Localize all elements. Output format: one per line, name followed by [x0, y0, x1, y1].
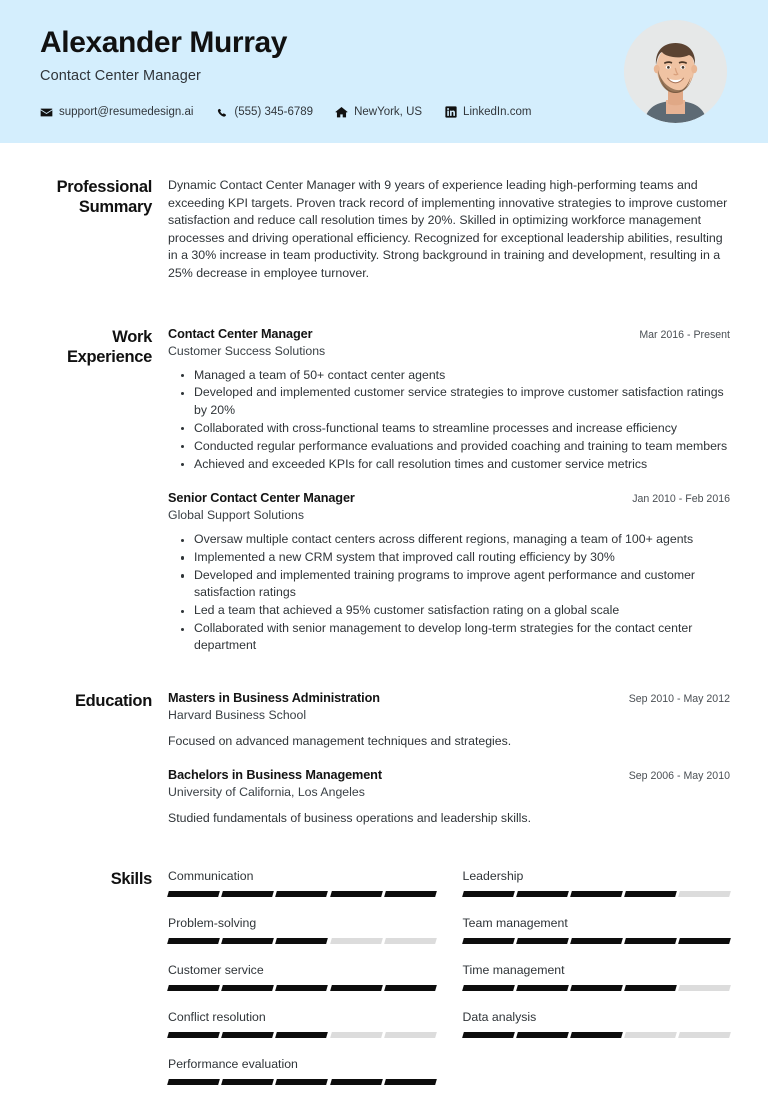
list-item: Developed and implemented customer service strategies to improve customer satisfaction ratings by 20% — [181, 384, 730, 419]
skill-rating-segment — [384, 891, 436, 897]
skill-rating-segment — [221, 938, 273, 944]
contact-row — [40, 106, 728, 119]
skill-rating-segment — [384, 938, 436, 944]
skill-rating-segment — [462, 985, 514, 991]
skill-name: Data analysis — [462, 1010, 537, 1025]
list-item: Led a team that achieved a 95% customer satisfaction rating on a global scale — [181, 602, 730, 619]
list-item: Developed and implemented training programs to improve agent performance and customer satisfaction ratings — [181, 567, 730, 602]
skill-rating-segment — [678, 1032, 730, 1038]
skill-item — [463, 963, 731, 1010]
skill-item — [168, 963, 436, 1010]
skill-item — [463, 869, 731, 916]
skill-rating-segment — [462, 1032, 514, 1038]
summary-body — [168, 177, 730, 283]
education-entry-head — [168, 768, 730, 782]
skill-rating-segment — [276, 985, 328, 991]
list-item: Oversaw multiple contact centers across different regions, managing a team of 100+ agents — [181, 531, 730, 548]
work-entry-bullets — [168, 367, 730, 473]
work-entry-bullets — [168, 531, 730, 655]
work-entry-title: Senior Contact Center Manager — [168, 491, 355, 505]
contact-location-text: NewYork, US — [354, 106, 423, 118]
education-entry-title: Bachelors in Business Management — [168, 768, 382, 783]
contact-phone-text: (555) 345-6789 — [234, 106, 314, 118]
education-entry — [168, 768, 730, 827]
contact-phone[interactable] — [215, 106, 313, 119]
skill-name: Customer service — [168, 963, 264, 978]
skills-grid — [168, 869, 730, 1104]
skill-rating-segment — [384, 1032, 436, 1038]
list-item: Managed a team of 50+ contact center agents — [181, 367, 730, 384]
skill-rating-segment — [384, 985, 436, 991]
skill-rating-segment — [167, 891, 219, 897]
contact-email[interactable] — [40, 106, 193, 119]
skill-rating-bar — [168, 891, 436, 897]
skill-name: Performance evaluation — [168, 1057, 298, 1072]
skill-rating-segment — [330, 891, 382, 897]
skill-rating-segment — [221, 891, 273, 897]
work-entry-date: Mar 2016 - Present — [639, 328, 730, 341]
section-label-summary: Professional Summary — [56, 178, 152, 217]
skill-rating-segment — [570, 938, 622, 944]
skill-rating-segment — [276, 938, 328, 944]
email-icon — [40, 106, 53, 119]
education-entry-date: Sep 2006 - May 2010 — [628, 770, 730, 783]
skill-rating-segment — [330, 985, 382, 991]
contact-location[interactable] — [335, 106, 422, 119]
section-label-skills: Skills — [110, 870, 152, 889]
skill-name: Time management — [462, 963, 565, 978]
skills-body — [168, 869, 730, 1104]
skill-rating-segment — [330, 938, 382, 944]
skill-rating-bar — [168, 1079, 436, 1085]
skill-name: Leadership — [462, 869, 524, 884]
resume-body — [0, 143, 768, 1104]
skill-rating-segment — [678, 938, 730, 944]
skill-rating-bar — [168, 985, 436, 991]
skill-rating-segment — [570, 1032, 622, 1038]
education-entry-desc: Studied fundamentals of business operations and leadership skills. — [168, 811, 531, 826]
resume-header — [0, 0, 768, 143]
work-entry-date: Jan 2010 - Feb 2016 — [632, 493, 730, 505]
avatar — [624, 20, 727, 123]
section-label-work: Work Experience — [66, 327, 152, 366]
work-entry — [168, 491, 730, 655]
skill-rating-segment — [678, 891, 730, 897]
work-body — [168, 327, 730, 656]
summary-text: Dynamic Contact Center Manager with 9 years of experience leading high-performing teams and exceeding KPI targets. Proven track record of implementing innovative strategies to improve customer satisfaction and reduce call resolution times by 20%. Skilled in optimizing workforce management processes and driving operational efficiency. Recognized for exceptional leadership abilities, resulting in a 30% increase in team productivity. Strong background in training and development, resulting in a 25% decrease in employee turnover. — [168, 178, 728, 280]
skill-item — [168, 869, 436, 916]
skill-rating-segment — [678, 985, 730, 991]
skill-name: Conflict resolution — [168, 1010, 266, 1025]
skill-rating-segment — [330, 1032, 382, 1038]
list-item: Collaborated with senior management to develop long-term strategies for the contact center department — [181, 620, 730, 655]
list-item: Achieved and exceeded KPIs for call resolution times and customer service metrics — [181, 456, 730, 473]
skill-rating-segment — [516, 938, 568, 944]
candidate-name: Alexander Murray — [40, 26, 288, 59]
work-entry-title: Contact Center Manager — [168, 326, 313, 341]
education-entry-org: University of California, Los Angeles — [168, 785, 365, 800]
skill-rating-segment — [384, 1079, 436, 1085]
skill-rating-segment — [624, 938, 676, 944]
phone-icon — [215, 106, 228, 119]
skill-rating-segment — [221, 985, 273, 991]
contact-linkedin-text: LinkedIn.com — [463, 106, 532, 118]
home-icon — [335, 106, 348, 119]
section-professional-summary — [40, 143, 730, 283]
skill-rating-segment — [462, 938, 514, 944]
skill-name: Communication — [168, 869, 254, 884]
education-entry-head — [168, 691, 730, 705]
skill-rating-segment — [570, 891, 622, 897]
section-label-education: Education — [74, 692, 152, 711]
work-entry-org: Global Support Solutions — [168, 508, 305, 522]
education-entry-title: Masters in Business Administration — [168, 691, 380, 706]
skill-rating-segment — [330, 1079, 382, 1085]
education-body — [168, 691, 730, 827]
work-entry-head — [168, 327, 730, 341]
skill-rating-segment — [276, 1032, 328, 1038]
skill-item — [168, 1010, 436, 1057]
skill-rating-bar — [463, 985, 731, 991]
contact-linkedin[interactable] — [444, 106, 531, 119]
skill-name: Problem-solving — [168, 916, 257, 931]
skill-item — [463, 916, 731, 963]
skill-rating-segment — [167, 985, 219, 991]
skill-item — [168, 1057, 436, 1104]
work-entry — [168, 327, 730, 473]
linkedin-icon — [444, 106, 457, 119]
skill-rating-segment — [624, 985, 676, 991]
contact-email-text: support@resumedesign.ai — [59, 106, 194, 118]
skill-rating-segment — [516, 1032, 568, 1038]
skill-rating-segment — [167, 938, 219, 944]
skill-rating-bar — [463, 1032, 731, 1038]
work-entry-head — [168, 491, 730, 505]
avatar-illustration — [624, 20, 727, 123]
education-entry — [168, 691, 730, 750]
skill-item — [168, 916, 436, 963]
skill-rating-segment — [167, 1032, 219, 1038]
skill-rating-segment — [462, 891, 514, 897]
skill-rating-segment — [167, 1079, 219, 1085]
skill-rating-segment — [516, 985, 568, 991]
skill-rating-segment — [624, 891, 676, 897]
section-skills — [40, 827, 730, 1104]
skill-rating-segment — [276, 891, 328, 897]
skill-rating-segment — [276, 1079, 328, 1085]
skill-name: Team management — [462, 916, 568, 931]
skill-rating-bar — [168, 938, 436, 944]
list-item: Collaborated with cross-functional teams to streamline processes and increase efficiency — [181, 420, 730, 437]
education-entry-date: Sep 2010 - May 2012 — [628, 693, 730, 706]
section-work-experience — [40, 283, 730, 656]
education-entry-desc: Focused on advanced management techniques and strategies. — [168, 734, 512, 749]
skill-rating-segment — [221, 1032, 273, 1038]
skill-rating-bar — [463, 891, 731, 897]
skill-rating-bar — [463, 938, 731, 944]
work-entry-org: Customer Success Solutions — [168, 343, 326, 358]
list-item: Conducted regular performance evaluations and provided coaching and training to team members — [181, 438, 730, 455]
skill-rating-segment — [624, 1032, 676, 1038]
skill-rating-bar — [168, 1032, 436, 1038]
section-education — [40, 655, 730, 827]
candidate-job-title: Contact Center Manager — [40, 67, 201, 84]
education-entry-org: Harvard Business School — [168, 708, 307, 723]
skill-rating-segment — [570, 985, 622, 991]
skill-rating-segment — [221, 1079, 273, 1085]
skill-item — [463, 1010, 731, 1057]
list-item: Implemented a new CRM system that improved call routing efficiency by 30% — [181, 549, 730, 566]
skill-rating-segment — [516, 891, 568, 897]
